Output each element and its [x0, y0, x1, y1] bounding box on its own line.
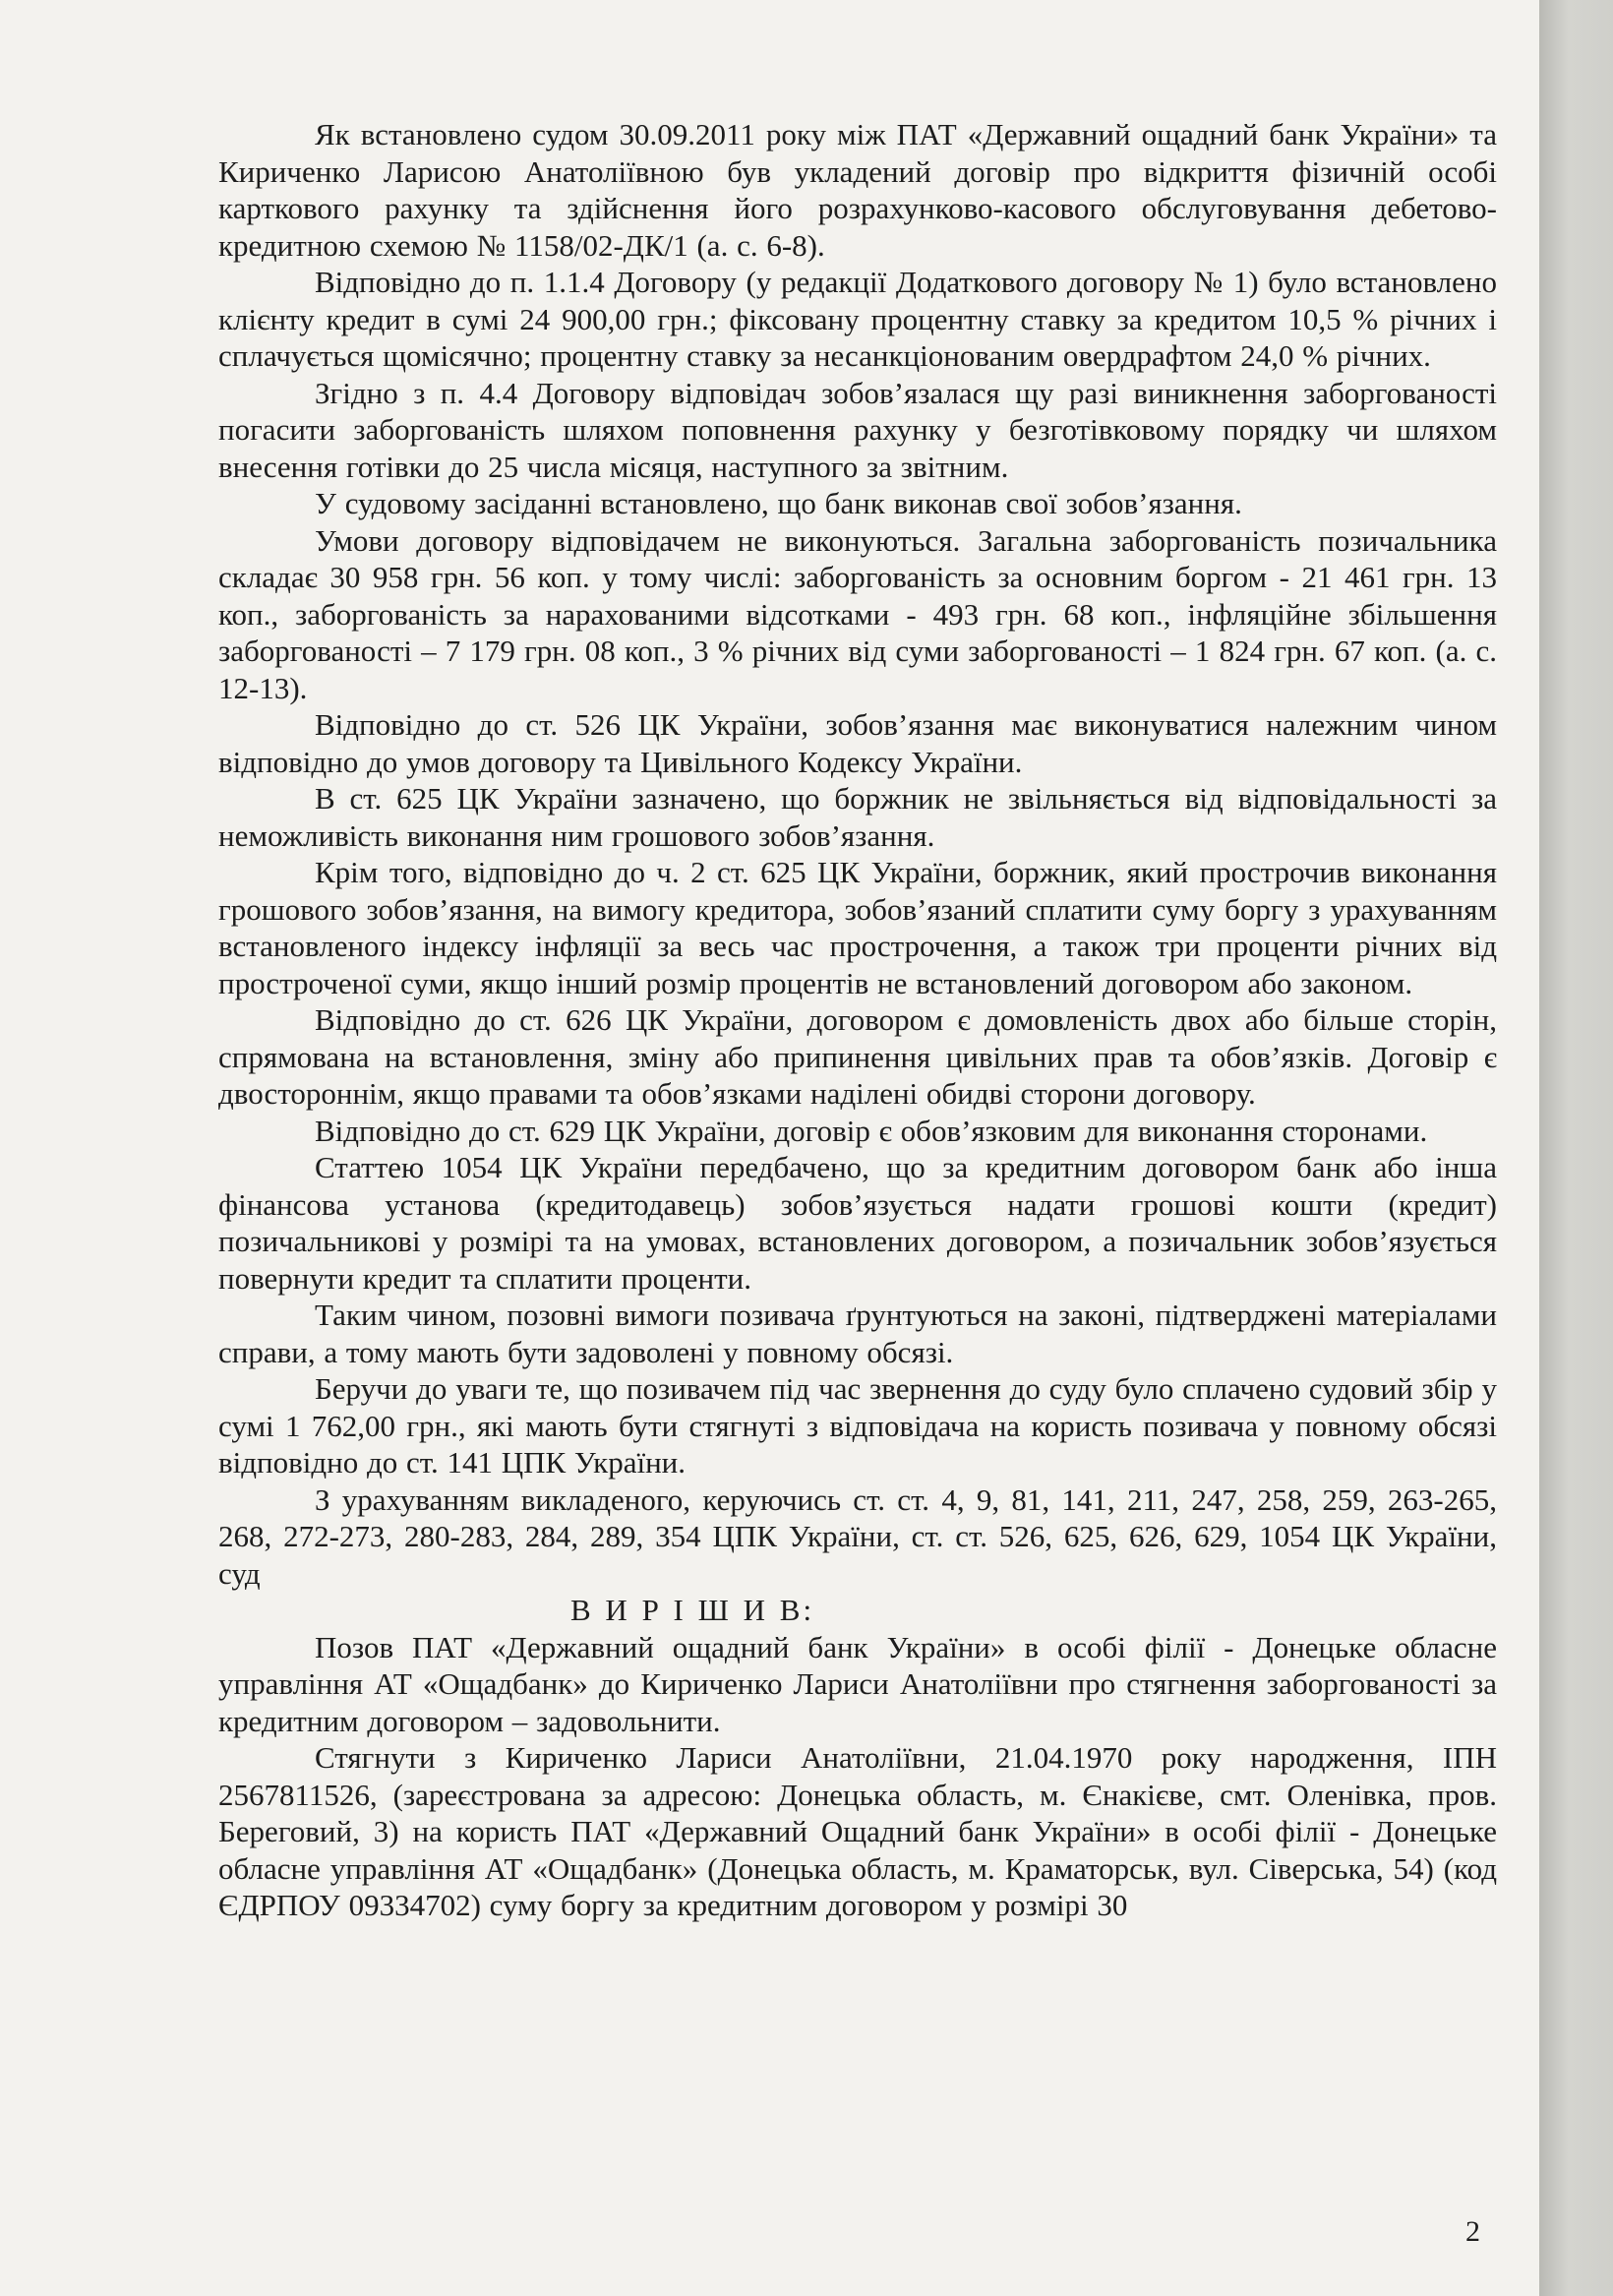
paragraph-4: У судовому засіданні встановлено, що банк виконав свої зобов’язання.	[315, 486, 1242, 520]
decision-paragraph-2: Стягнути з Кириченко Лариси Анатоліївни, 21.04.1970 року народження, ІПН 2567811526, (зареєстрована за адресою: Донецька область, м. Єнакієве, смт. Оленівка, пров. Береговий, 3) на користь ПАТ «Державний Ощадний банк України» в особі філії - Донецьке обласне управління АТ «Ощадбанк» (Донецька область, м. Краматорськ, вул. Сіверська, 54) (код ЄДРПОУ 09334702) суму боргу за кредитним договором у розмірі 30	[218, 1740, 1497, 1922]
paragraph-7: В ст. 625 ЦК України зазначено, що боржник не звільняється від відповідальності за неможливість виконання ним грошового зобов’язання.	[218, 781, 1497, 853]
paragraph-8: Крім того, відповідно до ч. 2 ст. 625 ЦК України, боржник, який прострочив виконання грошового зобов’язання, на вимогу кредитора, зобов’язаний сплатити суму боргу з урахуванням встановленого індексу інфляції за весь час прострочення, а також три проценти річних від простроченої суми, якщо інший розмір процентів не встановлений договором або законом.	[218, 855, 1497, 1000]
paragraph-11: Статтею 1054 ЦК України передбачено, що за кредитним договором банк або інша фінансова установа (кредитодавець) зобов’язується надати грошові кошти (кредит) позичальникові у розмірі та на умовах, встановлених договором, а позичальник зобов’язується повернути кредит та сплатити проценти.	[218, 1150, 1497, 1296]
scan-edge-shadow	[1539, 0, 1613, 2296]
paragraph-3: Згідно з п. 4.4 Договору відповідач зобов’язалася щу разі виникнення заборгованості погасити заборгованість шляхом поповнення рахунку у безготівковому порядку чи шляхом внесення готівки до 25 числа місяця, наступного за звітним.	[218, 375, 1497, 484]
paragraph-5: Умови договору відповідачем не виконуються. Загальна заборгованість позичальника складає 30 958 грн. 56 коп. у тому числі: заборгованість за основним боргом - 21 461 грн. 13 коп., заборгованість за нарахованими відсотками - 493 грн. 68 коп., інфляційне збільшення заборгованості – 7 179 грн. 08 коп., 3 % річних від суми заборгованості – 1 824 грн. 67 коп. (а. с. 12-13).	[218, 522, 1497, 705]
paragraph-9: Відповідно до ст. 626 ЦК України, договором є домовленість двох або більше сторін, спрямована на встановлення, зміну або припинення цивільних прав та обов’язків. Договір є двостороннім, якщо правами та обов’язками наділені обидві сторони договору.	[218, 1002, 1497, 1111]
document-body	[218, 116, 1497, 1924]
decision-heading: В И Р І Ш И В:	[570, 1593, 815, 1627]
paragraph-12: Таким чином, позовні вимоги позивача ґрунтуються на законі, підтверджені матеріалами справи, а тому мають бути задоволені у повному обсязі.	[218, 1298, 1497, 1369]
paragraph-2: Відповідно до п. 1.1.4 Договору (у редакції Додаткового договору № 1) було встановлено клієнту кредит в сумі 24 900,00 грн.; фіксовану процентну ставку за кредитом 10,5 % річних і сплачується щомісячно; процентну ставку за несанкціонованим овердрафтом 24,0 % річних.	[218, 265, 1497, 373]
paragraph-1: Як встановлено судом 30.09.2011 року між ПАТ «Державний ощадний банк України» та Кириченко Ларисою Анатоліївною був укладений договір про відкриття фізичній особі карткового рахунку та здійснення його розрахунково-касового обслуговування дебетово-кредитною схемою № 1158/02-ДК/1 (а. с. 6-8).	[218, 117, 1497, 263]
paragraph-13: Беручи до уваги те, що позивачем під час звернення до суду було сплачено судовий збір у сумі 1 762,00 грн., які мають бути стягнуті з відповідача на користь позивача у повному обсязі відповідно до ст. 141 ЦПК України.	[218, 1371, 1497, 1480]
paragraph-10: Відповідно до ст. 629 ЦК України, договір є обов’язковим для виконання сторонами.	[315, 1113, 1428, 1148]
paragraph-6: Відповідно до ст. 526 ЦК України, зобов’язання має виконуватися належним чином відповідно до умов договору та Цивільного Кодексу України.	[218, 707, 1497, 779]
paragraph-14: З урахуванням викладеного, керуючись ст. ст. 4, 9, 81, 141, 211, 247, 258, 259, 263-265, 268, 272-273, 280-283, 284, 289, 354 ЦПК України, ст. ст. 526, 625, 626, 629, 1054 ЦК України, суд	[218, 1481, 1497, 1591]
decision-paragraph-1: Позов ПАТ «Державний ощадний банк України» в особі філії - Донецьке обласне управління АТ «Ощадбанк» до Кириченко Лариси Анатоліївни про стягнення заборгованості за кредитним договором – задовольнити.	[218, 1629, 1497, 1738]
page-number: 2	[1465, 2215, 1480, 2248]
